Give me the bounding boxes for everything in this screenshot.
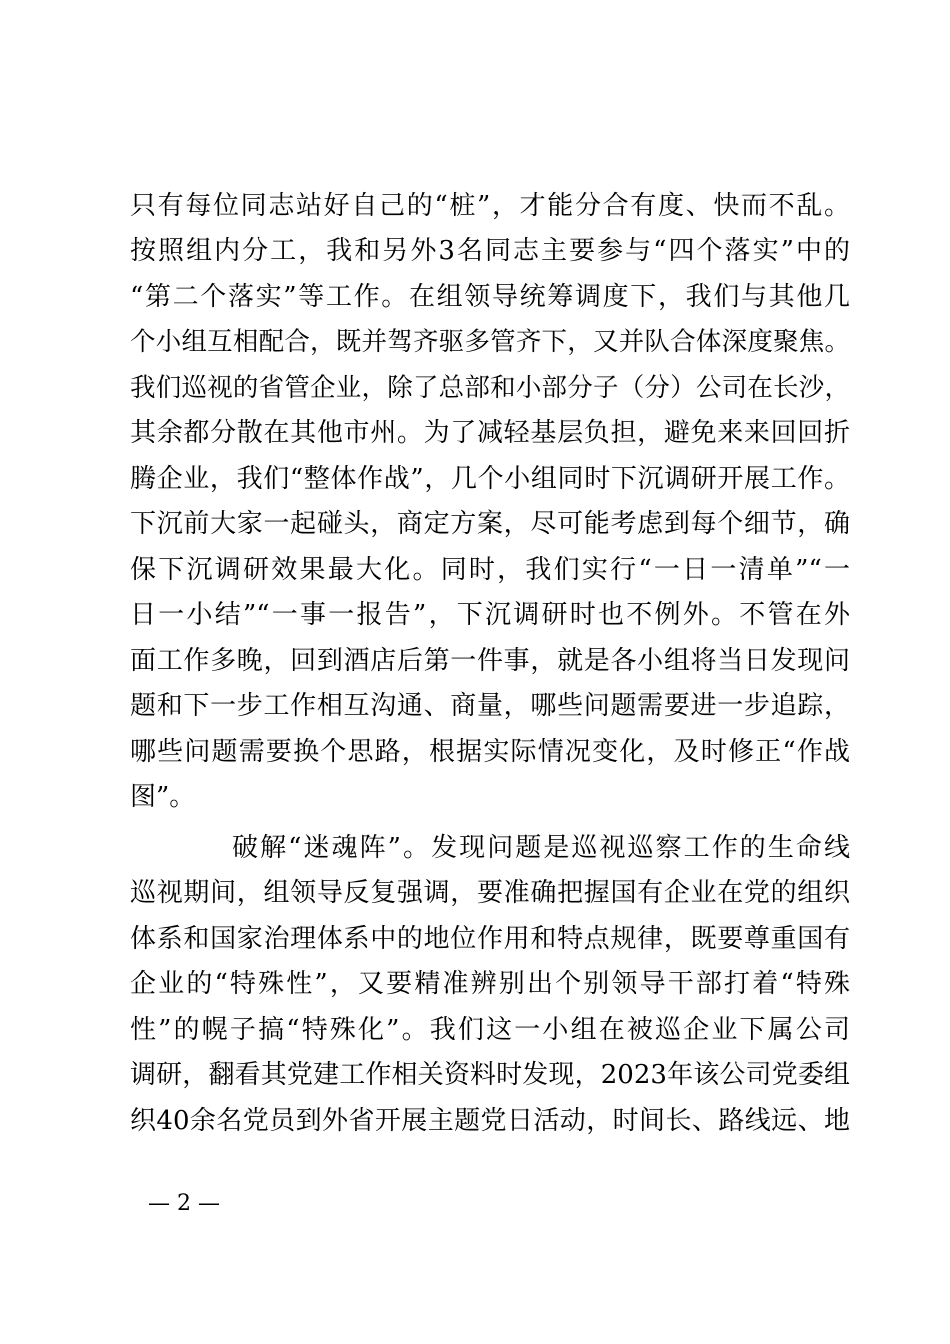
text-line-10: 日一小结”“一事一报告”，下沉调研时也不例外。不管在外 (130, 600, 850, 630)
text-line-8: 下沉前大家一起碰头，商定方案，尽可能考虑到每个细节，确 (130, 509, 850, 539)
text-line-1: 只有每位同志站好自己的“桩”，才能分合有度、快而不乱。 (130, 191, 850, 221)
text-line-19: 性”的幌子搞“特殊化”。我们这一小组在被巡企业下属公司 (130, 1015, 850, 1045)
text-line-2: 按照组内分工，我和另外3名同志主要参与“四个落实”中的 (130, 236, 850, 266)
text-line-12: 题和下一步工作相互沟通、商量，哪些问题需要进一步追踪， (130, 691, 850, 721)
text-line-11: 面工作多晚，回到酒店后第一件事，就是各小组将当日发现问 (130, 646, 850, 676)
text-line-17: 体系和国家治理体系中的地位作用和特点规律，既要尊重国有 (130, 924, 850, 954)
text-line-13: 哪些问题需要换个思路，根据实际情况变化，及时修正“作战 (130, 737, 850, 767)
text-line-5: 我们巡视的省管企业，除了总部和小部分子（分）公司在长沙， (130, 373, 850, 403)
text-line-7: 腾企业，我们“整体作战”，几个小组同时下沉调研开展工作。 (130, 464, 850, 494)
section-heading-line: 破解“迷魂阵”。发现问题是巡视巡察工作的生命线 (232, 833, 850, 863)
text-line-9: 保下沉调研效果最大化。同时，我们实行“一日一清单”“一 (130, 555, 850, 585)
text-line-16: 巡视期间，组领导反复强调，要准确把握国有企业在党的组织 (130, 878, 850, 908)
text-line-4: 个小组互相配合，既并驾齐驱多管齐下，又并队合体深度聚焦。 (130, 327, 850, 357)
text-line-20: 调研，翻看其党建工作相关资料时发现，2023年该公司党委组 (130, 1060, 850, 1090)
text-line-14: 图”。 (130, 782, 196, 812)
page-number: — 2 — (148, 1191, 220, 1216)
text-line-18: 企业的“特殊性”，又要精准辨别出个别领导干部打着“特殊 (130, 969, 850, 999)
text-line-3: “第二个落实”等工作。在组领导统筹调度下，我们与其他几 (130, 282, 850, 312)
text-line-21: 织40余名党员到外省开展主题党日活动，时间长、路线远、地 (130, 1106, 850, 1136)
text-line-6: 其余都分散在其他市州。为了减轻基层负担，避免来来回回折 (130, 418, 850, 448)
